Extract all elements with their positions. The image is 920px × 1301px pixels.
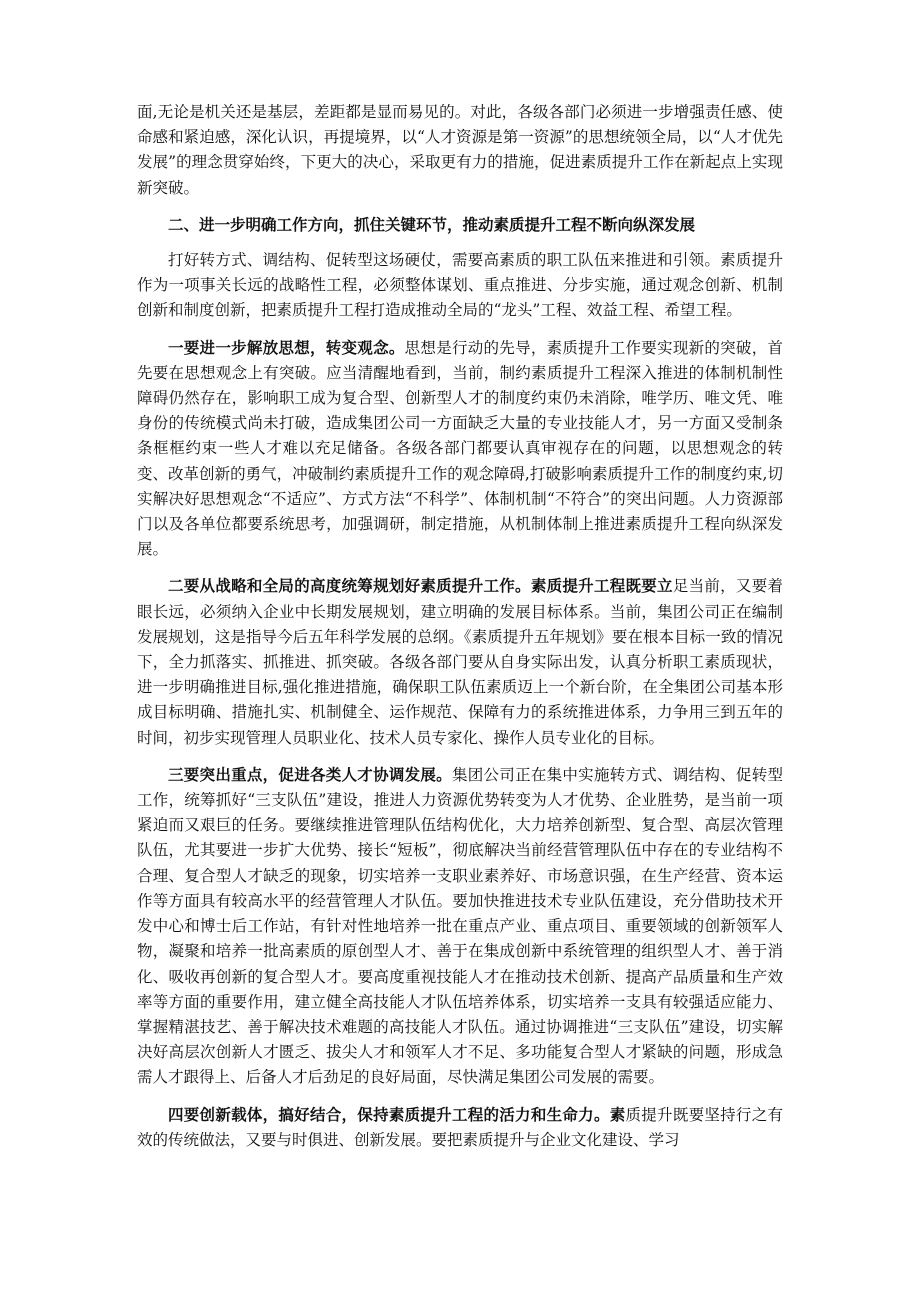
paragraph-point-3 (137, 762, 783, 1091)
paragraph-point-4 (137, 1102, 783, 1153)
point-4-lead: 四要创新载体，搞好结合，保持素质提升工程的活力和生命力。素 (168, 1104, 626, 1124)
point-1-body: 思想是行动的先导，素质提升工作要实现新的突破，首先要在思想观念上有突破。应当清醒地看到，当前，制约素质提升工程深入推进的体制机制性障碍仍然存在，影响职工成为复合型、创新型人才的制度约束仍未消除，唯学历、唯文凭、唯身份的传统模式尚未打破，造成集团公司一方面缺乏大量的专业技能人才，另一方面又受制条条框框约束一些人才难以充足储备。各级各部门都要认真审视存在的问题，以思想观念的转变、改革创新的勇气，冲破制约素质提升工作的观念障碍,打破影响素质提升工作的制度约束,切实解决好思想观念“不适应”、方式方法“不科学”、体制机制“不符合”的突出问题。人力资源部门以及各单位都要系统思考，加强调研，制定措施，从机制体制上推进素质提升工程向纵深发展。 (137, 338, 783, 559)
paragraph-point-2 (137, 573, 783, 750)
point-1-lead: 一要进一步解放思想，转变观念。 (168, 337, 405, 357)
paragraph-intro: 面,无论是机关还是基层，差距都是显而易见的。对此，各级各部门必须进一步增强责任感、使命感和紧迫感，深化认识，再提境界，以“人才资源是第一资源”的思想统领全局，以“人才优先发展”的理念贯穿始终，下更大的决心，采取更有力的措施，促进素质提升工作在新起点上实现新突破。 (137, 103, 783, 197)
paragraph-overview: 打好转方式、调结构、促转型这场硬仗，需要高素质的职工队伍来推进和引领。素质提升作为一项事关长远的战略性工程，必须整体谋划、重点推进、分步实施，通过观念创新、机制创新和制度创新，把素质提升工程打造成推动全局的“龙头”工程、效益工程、希望工程。 (137, 251, 783, 320)
point-2-lead: 二要从战略和全局的高度统筹规划好素质提升工作。素质提升工程既要立 (168, 576, 673, 596)
point-3-body: 集团公司正在集中实施转方式、调结构、促转型工作，统筹抓好“三支队伍”建设，推进人力资源优势转变为人才优势、企业胜势，是当前一项紧迫而又艰巨的任务。要继续推进管理队伍结构优化，大力培养创新型、复合型、高层次管理队伍，尤其要进一步扩大优势、接长“短板”，彻底解决当前经营管理队伍中存在的专业结构不合理、复合型人才缺乏的现象，切实培养一支职业素养好、市场意识强，在生产经营、资本运作等方面具有较高水平的经营管理人才队伍。要加快推进技术专业队伍建设，充分借助技术开发中心和博士后工作站，有针对性地培养一批在重点产业、重点项目、重要领域的创新领军人物，凝聚和培养一批高素质的原创型人才、善于在集成创新中系统管理的组织型人才、善于消化、吸收再创新的复合型人才。要高度重视技能人才在推动技术创新、提高产品质量和生产效率等方面的重要作用，建立健全高技能人才队伍培养体系，切实培养一支具有较强适应能力、掌握精湛技艺、善于解决技术难题的高技能人才队伍。通过协调推进“三支队伍”建设，切实解决好高层次创新人才匮乏、拔尖人才和领军人才不足、多功能复合型人才紧缺的问题，形成急需人才跟得上、后备人才后劲足的良好局面，尽快满足集团公司发展的需要。 (137, 765, 783, 1087)
point-3-lead: 三要突出重点，促进各类人才协调发展。 (168, 764, 452, 784)
point-2-body: 足当前，又要着眼长远，必须纳入企业中长期发展规划，建立明确的发展目标体系。当前，集团公司正在编制发展规划，这是指导今后五年科学发展的总纲。《素质提升五年规划》要在根本目标一致的情况下，全力抓落实、抓推进、抓突破。各级各部门要从自身实际出发，认真分析职工素质现状，进一步明确推进目标,强化推进措施，确保职工队伍素质迈上一个新台阶，在全集团公司基本形成目标明确、措施扎实、机制健全、运作规范、保障有力的系统推进体系，力争用三到五年的时间，初步实现管理人员职业化、技术人员专家化、操作人员专业化的目标。 (137, 577, 783, 747)
point-4-body: 质提升既要坚持行之有效的传统做法，又要与时俱进、创新发展。要把素质提升与企业文化建设、学习 (137, 1105, 783, 1149)
paragraph-point-1 (137, 335, 783, 563)
section-heading-2: 二、进一步明确工作方向，抓住关键环节，推动素质提升工程不断向纵深发展 (168, 214, 696, 234)
document-page (137, 100, 783, 1164)
